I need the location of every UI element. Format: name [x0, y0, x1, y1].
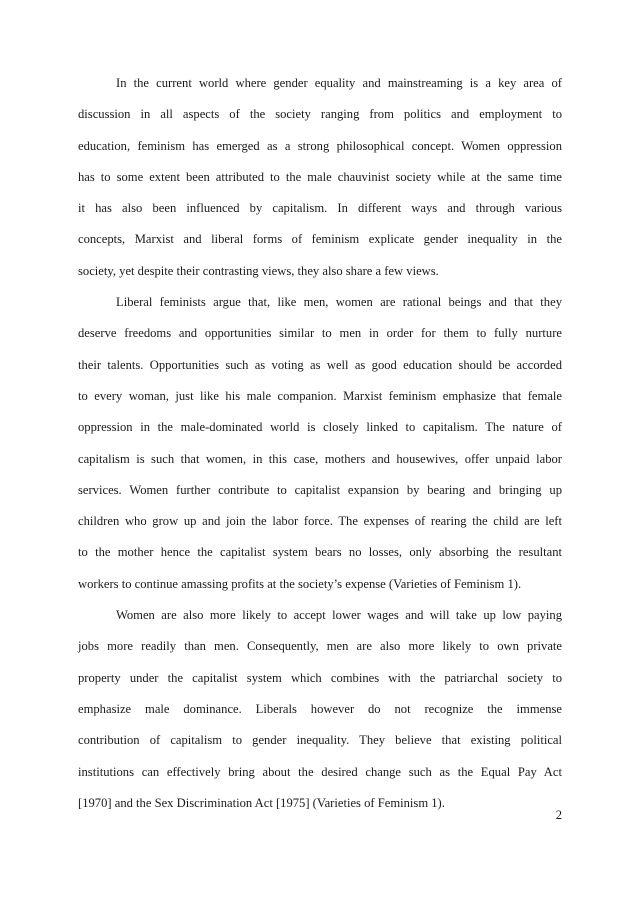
paragraph-2-line-1: Liberal feminists argue that, like men, women are rational beings and that they	[116, 295, 562, 310]
paragraph-3-line-1: Women are also more likely to accept lower wages and will take up low paying	[116, 608, 562, 623]
paragraph-2-line-8: children who grow up and join the labor force. The expenses of rearing the child are left	[78, 514, 562, 529]
paragraph-2-line-9: to the mother hence the capitalist system bears no losses, only absorbing the resultant	[78, 545, 562, 560]
paragraph-2-line-5: oppression in the male-dominated world is closely linked to capitalism. The nature of	[78, 420, 562, 435]
paragraph-1-line-7: society, yet despite their contrasting views, they also share a few views.	[78, 263, 439, 278]
paragraph-3-line-6: institutions can effectively bring about the desired change such as the Equal Pay Act	[78, 764, 562, 779]
paragraph-2-line-2: deserve freedoms and opportunities similar to men in order for them to fully nurture	[78, 326, 562, 341]
paragraph-2-line-6: capitalism is such that women, in this case, mothers and housewives, offer unpaid labor	[78, 451, 562, 466]
paragraph-3-line-3: property under the capitalist system which combines with the patriarchal society to	[78, 670, 562, 685]
page-number: 2	[555, 808, 562, 822]
paragraph-2-line-3: their talents. Opportunities such as voting as well as good education should be accorded	[78, 357, 562, 372]
paragraph-1-line-3: education, feminism has emerged as a strong philosophical concept. Women oppression	[78, 138, 562, 153]
body-text	[78, 68, 562, 819]
paragraph-1-line-1: In the current world where gender equality and mainstreaming is a key area of	[116, 76, 562, 90]
paragraph-3-line-2: jobs more readily than men. Consequently, men are also more likely to own private	[78, 639, 562, 654]
paragraph-2-line-10: workers to continue amassing profits at the society’s expense (Varieties of Feminism 1).	[78, 576, 522, 591]
paragraph-3-line-5: contribution of capitalism to gender inequality. They believe that existing political	[78, 733, 562, 748]
paragraph-3-line-7: [1970] and the Sex Discrimination Act [1975] (Varieties of Feminism 1).	[78, 795, 445, 810]
paragraph-1-line-2: discussion in all aspects of the society ranging from politics and employment to	[78, 107, 562, 122]
paragraph-2-line-7: services. Women further contribute to capitalist expansion by bearing and bringing up	[78, 482, 562, 497]
paragraph-3-line-4: emphasize male dominance. Liberals however do not recognize the immense	[78, 701, 562, 716]
paragraph-2-line-4: to every woman, just like his male companion. Marxist feminism emphasize that female	[78, 388, 562, 403]
paragraph-1-line-5: it has also been influenced by capitalism. In different ways and through various	[78, 201, 562, 216]
paragraph-1-line-6: concepts, Marxist and liberal forms of feminism explicate gender inequality in the	[78, 232, 562, 247]
paragraph-1-line-4: has to some extent been attributed to the male chauvinist society while at the same time	[78, 169, 562, 184]
